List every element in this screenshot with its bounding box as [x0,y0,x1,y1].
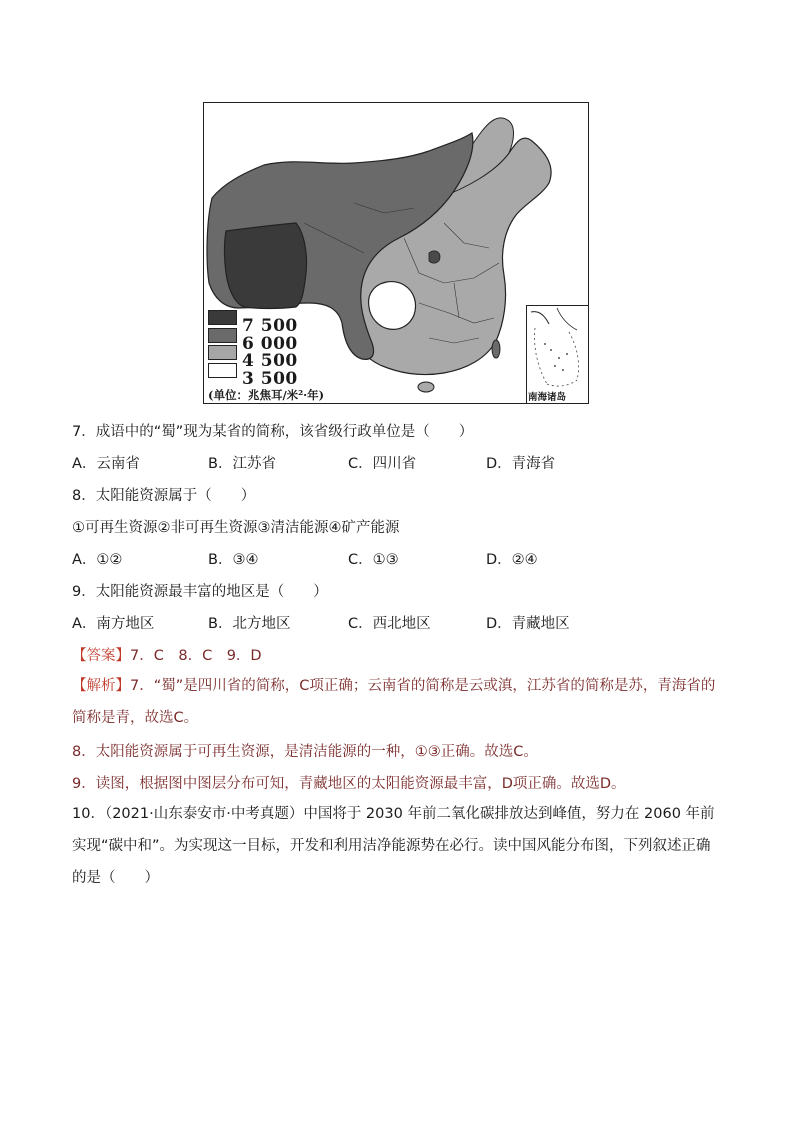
legend-swatch [208,310,237,325]
map-region-dark-patch [429,251,440,263]
solar-energy-map [203,102,589,404]
q8-option-a: A．①② [72,552,123,568]
analysis-q7 [72,670,724,734]
map-region-7500 [225,223,307,309]
q8-items: ①可再生资源②非可再生资源③清洁能源④矿产能源 [72,520,400,536]
analysis-label: 【解析】 [72,678,130,694]
legend-swatch [208,345,237,360]
legend-swatch [208,363,237,378]
q7-option-c: C．四川省 [348,456,417,472]
analysis-q8: 8．太阳能资源属于可再生资源，是清洁能源的一种，①③正确。故选C。 [72,744,538,760]
map-region-3500 [369,282,416,330]
map-legend [208,309,328,403]
q8-option-c: C．①③ [348,552,399,568]
legend-value: 3 500 [242,368,298,389]
legend-unit: (单位：兆焦耳/米²·年) [208,388,325,402]
legend-value: 4 500 [242,351,298,372]
answer-label: 【答案】 [72,648,130,664]
q8-stem: 8．太阳能资源属于（ ） [72,488,256,504]
q10-stem: 10．（2021·山东泰安市·中考真题）中国将于 2030 年前二氧化碳排放达到峰值，努力在 2060 年前实现“碳中和”。为实现这一目标，开发和利用洁净能源势在必行。读中国风能分布图，下列叙述正确的是（ ） [72,806,715,886]
legend-value: 6 000 [242,333,298,354]
analysis-q7-text: 7．“蜀”是四川省的简称，C项正确；云南省的简称是云或滇，江苏省的简称是苏，青海省的简称是青，故选C。 [72,678,716,726]
q9-stem: 9．太阳能资源最丰富的地区是（ ） [72,584,328,600]
inset-label: 南海诸岛 [528,392,567,403]
q9-option-c: C．西北地区 [348,616,431,632]
legend-row [208,309,328,337]
q9-option-a: A．南方地区 [72,616,155,632]
q9-option-b: B．北方地区 [208,616,291,632]
legend-swatch [208,328,237,343]
answer-text: 7．C 8．C 9．D [130,648,262,664]
q7-stem: 7．成语中的“蜀”现为某省的简称，该省级行政单位是（ ） [72,424,474,440]
hainan-island [418,382,434,392]
taiwan-island [492,340,500,358]
legend-value: 7 500 [242,316,298,337]
q7-option-d: D．青海省 [486,456,556,472]
answer-line [72,644,262,665]
q9-option-d: D．青藏地区 [486,616,570,632]
q7-option-b: B．江苏省 [208,456,276,472]
q7-option-a: A．云南省 [72,456,140,472]
south-china-sea-inset [526,305,588,404]
q8-option-d: D．②④ [486,552,538,568]
q8-option-b: B．③④ [208,552,259,568]
analysis-q9: 9．读图，根据图中图层分布可知，青藏地区的太阳能资源最丰富，D项正确。故选D。 [72,776,626,792]
